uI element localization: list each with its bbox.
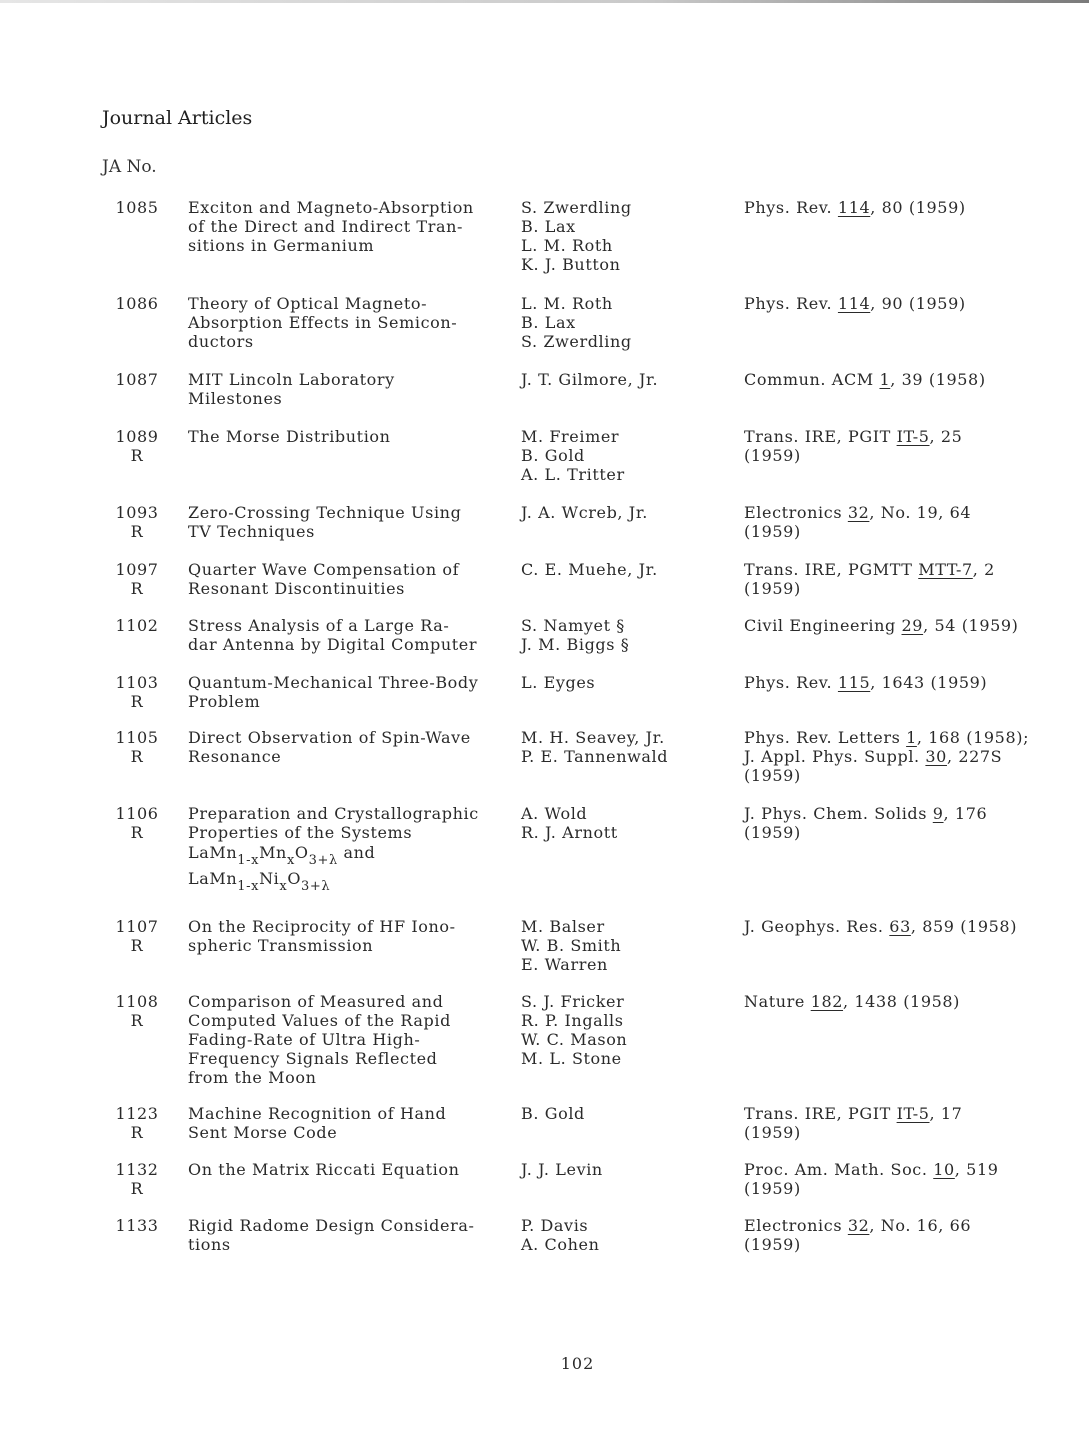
volume-number: 63: [889, 917, 911, 936]
ja-number: 1103 R: [115, 673, 159, 711]
article-title: Exciton and Magneto-Absorption of the Direct and Indirect Tran- sitions in Germanium: [188, 198, 474, 255]
article-authors: L. Eyges: [521, 673, 596, 692]
article-title: MIT Lincoln Laboratory Milestones: [188, 370, 395, 408]
volume-number: 29: [901, 616, 924, 635]
ja-number: 1093 R: [115, 503, 159, 541]
article-citation: Proc. Am. Math. Soc. 10, 519 (1959): [744, 1160, 999, 1198]
volume-number: 114: [837, 198, 871, 217]
article-title: On the Reciprocity of HF Iono- spheric Transmission: [188, 917, 456, 955]
article-authors: J. T. Gilmore, Jr.: [521, 370, 659, 389]
article-authors: P. Davis A. Cohen: [521, 1216, 600, 1254]
volume-number: 182: [810, 992, 844, 1011]
volume-number: MTT-7: [918, 560, 973, 579]
article-authors: S. J. Fricker R. P. Ingalls W. C. Mason M. L. Stone: [521, 992, 628, 1068]
volume-number: 1: [879, 370, 891, 389]
article-citation: Commun. ACM 1, 39 (1958): [744, 370, 986, 389]
article-authors: M. Freimer B. Gold A. L. Tritter: [521, 427, 625, 484]
article-authors: J. J. Levin: [521, 1160, 603, 1179]
article-authors: M. H. Seavey, Jr. P. E. Tannenwald: [521, 728, 669, 766]
article-authors: B. Gold: [521, 1104, 585, 1123]
volume-number: IT-5: [896, 427, 930, 446]
ja-number: 1132 R: [115, 1160, 159, 1198]
article-authors: M. Balser W. B. Smith E. Warren: [521, 917, 622, 974]
article-citation: Phys. Rev. 114, 90 (1959): [744, 294, 966, 313]
article-title: Machine Recognition of Hand Sent Morse Code: [188, 1104, 447, 1142]
article-authors: C. E. Muehe, Jr.: [521, 560, 658, 579]
ja-number-column-header: JA No.: [102, 157, 157, 177]
article-title: Rigid Radome Design Considera- tions: [188, 1216, 475, 1254]
ja-number: 1089 R: [115, 427, 159, 465]
article-citation: Electronics 32, No. 16, 66 (1959): [744, 1216, 972, 1254]
volume-number: 30: [925, 747, 947, 766]
ja-number: 1133: [115, 1216, 159, 1235]
volume-number: IT-5: [896, 1104, 930, 1123]
article-citation: J. Phys. Chem. Solids 9, 176 (1959): [744, 804, 988, 842]
chemical-formula: $LaMn_{1-x}Ni_xO_{3+\lambda}$: [188, 869, 331, 894]
ja-number: 1123 R: [115, 1104, 159, 1142]
ja-number: 1107 R: [115, 917, 159, 955]
article-citation: Trans. IRE, PGIT IT-5, 17 (1959): [744, 1104, 963, 1142]
article-title: Comparison of Measured and Computed Values of the Rapid Fading-Rate of Ultra High- Frequency Signals Reflected from the Moon: [188, 992, 451, 1087]
volume-number: 115: [837, 673, 871, 692]
page-number: 102: [560, 1354, 595, 1373]
ja-number: 1106 R: [115, 804, 159, 842]
article-title: The Morse Distribution: [188, 427, 391, 446]
ja-number: 1102: [115, 616, 159, 635]
volume-number: 114: [837, 294, 871, 313]
ja-number: 1086: [115, 294, 159, 313]
article-citation: Phys. Rev. Letters 1, 168 (1958); J. Appl. Phys. Suppl. 30, 227S (1959): [744, 728, 1030, 785]
article-authors: A. Wold R. J. Arnott: [521, 804, 618, 842]
volume-number: 32: [847, 503, 870, 522]
article-citation: Phys. Rev. 114, 80 (1959): [744, 198, 966, 217]
ja-number: 1085: [115, 198, 159, 217]
article-title: Direct Observation of Spin-Wave Resonance: [188, 728, 471, 766]
section-title: Journal Articles: [102, 107, 253, 129]
volume-number: 32: [847, 1216, 870, 1235]
article-title: Quantum-Mechanical Three-Body Problem: [188, 673, 479, 711]
article-citation: J. Geophys. Res. 63, 859 (1958): [744, 917, 1018, 936]
article-title: Zero-Crossing Technique Using TV Techniques: [188, 503, 462, 541]
article-authors: S. Namyet § J. M. Biggs §: [521, 616, 630, 654]
article-title: Quarter Wave Compensation of Resonant Discontinuities: [188, 560, 460, 598]
ja-number: 1087: [115, 370, 159, 389]
article-title: Stress Analysis of a Large Ra- dar Antenna by Digital Computer: [188, 616, 478, 654]
article-title: On the Matrix Riccati Equation: [188, 1160, 460, 1179]
ja-number: 1105 R: [115, 728, 159, 766]
article-citation: Civil Engineering 29, 54 (1959): [744, 616, 1019, 635]
article-authors: J. A. Wcreb, Jr.: [521, 503, 648, 522]
volume-number: 9: [932, 804, 944, 823]
article-citation: Trans. IRE, PGMTT MTT-7, 2 (1959): [744, 560, 995, 598]
article-authors: S. Zwerdling B. Lax L. M. Roth K. J. Button: [521, 198, 632, 274]
volume-number: 1: [906, 728, 917, 747]
top-edge-line: [0, 0, 1089, 3]
article-citation: Nature 182, 1438 (1958): [744, 992, 961, 1011]
article-title: Preparation and Crystallographic Properties of the Systems $LaMn_{1-x}Mn_xO_{3+\lambda}$ and $LaMn_{1-x}Ni_xO_{3+\lambda}$: [188, 804, 513, 894]
article-citation: Phys. Rev. 115, 1643 (1959): [744, 673, 988, 692]
article-citation: Electronics 32, No. 19, 64 (1959): [744, 503, 972, 541]
article-title: Theory of Optical Magneto- Absorption Effects in Semicon- ductors: [188, 294, 458, 351]
ja-number: 1108 R: [115, 992, 159, 1030]
volume-number: 10: [933, 1160, 955, 1179]
chemical-formula: $LaMn_{1-x}Mn_xO_{3+\lambda}$ and: [188, 843, 376, 868]
article-citation: Trans. IRE, PGIT IT-5, 25 (1959): [744, 427, 963, 465]
ja-number: 1097 R: [115, 560, 159, 598]
article-authors: L. M. Roth B. Lax S. Zwerdling: [521, 294, 632, 351]
